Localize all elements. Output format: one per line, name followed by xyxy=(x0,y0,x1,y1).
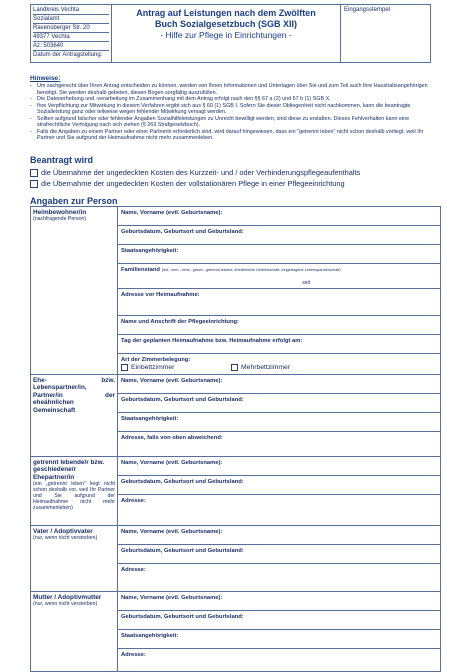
form-title-line2: Buch Sozialgesetzbuch (SGB XII) xyxy=(154,19,298,29)
form-subtitle: - Hilfe zur Pflege in Einrichtungen - xyxy=(160,30,292,40)
resident-address-field[interactable]: Adresse vor Heimaufnahme: xyxy=(118,289,440,316)
room-option-multi[interactable]: Mehrbettzimmer xyxy=(231,364,341,371)
resident-name-field[interactable]: Name, Vorname (evtl. Geburtsname): xyxy=(118,207,440,226)
resident-fields xyxy=(118,207,440,374)
resident-label-cell xyxy=(31,207,118,374)
mother-fields xyxy=(118,592,440,671)
father-name-field[interactable]: Name, Vorname (evtl. Geburtsname): xyxy=(118,526,440,545)
father-address-field[interactable]: Adresse: xyxy=(121,567,146,573)
mother-sublabel: (nur, wenn nicht verstorben) xyxy=(33,601,98,608)
application-date-label: Datum der Antragstellung: xyxy=(33,52,103,58)
hint-item: - Ihre Verpflichtung zur Mitwirkung in diesem Verfahren ergibt sich aus § 60 (1) SGB I. Sofern Sie dieser Obliegenheit nicht nachkommen, kann die beantragte Sozialleistung ganz oder teilweise wegen fehlender Mitwirkung versagt werden. xyxy=(30,103,442,116)
hints-title: Hinweise: xyxy=(30,75,61,82)
hint-item: - Sollten aufgrund falscher oder fehlender Angaben Sozialhilfeleistungen zu Unrecht bewilligt werden, sind diese zu erstatten. Dieses Fehlverhalten kann eine strafrechtliche Verfolgung nach sich ziehen (§ 263 Strafgesetzbuch). xyxy=(30,116,442,129)
partner-nationality-field[interactable]: Staatsangehörigkeit: xyxy=(118,413,440,432)
separated-spouse-name-field[interactable]: Name, Vorname (evtl. Geburtsname): xyxy=(118,457,440,476)
separated-spouse-block xyxy=(31,457,440,526)
separated-spouse-fields xyxy=(118,457,440,525)
separated-spouse-label: getrennt lebende/r bzw. geschiedene/r Ehepartner/in xyxy=(33,459,105,481)
requested-heading: Beantragt wird xyxy=(30,155,94,165)
authority-city: 49377 Vechta xyxy=(33,33,109,42)
resident-sublabel: (nachfragende Person) xyxy=(33,216,87,223)
receipt-stamp-label: Eingangsstempel xyxy=(344,7,391,13)
hint-item: - Die Datenerhebung und -verarbeitung im Zusammenhang mit dem Antrag erfolgt nach den §§ 67 a (2) und 67 b (1) SGB X. xyxy=(30,96,442,103)
request-option-label: die Übernahme der ungedeckten Kosten der vollstationären Pflege in einer Pflegeeinrichtung xyxy=(41,179,345,188)
resident-admission-date-field[interactable]: Tag der geplanten Heimaufnahme bzw. Heimaufnahme erfolgt am: xyxy=(118,335,440,354)
partner-label-cell xyxy=(31,375,118,456)
authority-street: Ravensberger Str. 20 xyxy=(33,24,109,33)
authority-name: Landkreis Vechta xyxy=(33,6,109,15)
request-option-short-term[interactable] xyxy=(30,168,360,177)
hints-list xyxy=(30,83,442,142)
form-header xyxy=(30,4,431,63)
request-option-full-inpatient[interactable] xyxy=(30,179,345,188)
father-label: Vater / Adoptivvater xyxy=(33,528,93,535)
receipt-stamp-box xyxy=(340,4,431,63)
partner-address-field[interactable]: Adresse, falls von oben abweichend: xyxy=(121,435,223,441)
resident-room-type-field: Art der Zimmerbelegung: Einbettzimmer Mehrbettzimmer xyxy=(118,354,440,374)
family-status-options: (led., verh., verw., gesch., getrennt lebend, eheähnliche Gemeinschaft, eingetragene Lebenspartnerschaft) xyxy=(161,268,341,272)
partner-label: Ehe- bzw. Lebenspartner/in, Partner/in der eheähnlichen Gemeinschaft xyxy=(33,377,115,414)
separated-spouse-birth-field[interactable]: Geburtsdatum, Geburtsort und Geburtsland: xyxy=(118,476,440,495)
father-block xyxy=(31,526,440,592)
persons-form-table xyxy=(30,206,441,672)
father-sublabel: (nur, wenn nicht verstorben) xyxy=(33,535,98,542)
mother-label-cell xyxy=(31,592,118,671)
resident-block xyxy=(31,207,440,375)
separated-spouse-address-field[interactable]: Adresse: xyxy=(121,498,146,504)
partner-birth-field[interactable]: Geburtsdatum, Geburtsort und Geburtsland: xyxy=(118,394,440,413)
separated-spouse-label-cell xyxy=(31,457,118,525)
partner-fields xyxy=(118,375,440,456)
mother-block xyxy=(31,592,440,671)
hint-item: - Um sachgerecht über Ihren Antrag entscheiden zu können, werden von Ihnen Informationen und Unterlagen über Sie und zum Teil auch Ihre Haushaltsangehörigen benötigt. Sie werden deshalb gebeten, diesen Bogen sorgfältig auszufüllen. xyxy=(30,83,442,96)
form-title-line1: Antrag auf Leistungen nach dem Zwölften xyxy=(136,8,316,18)
authority-address-box xyxy=(30,4,112,63)
persons-heading: Angaben zur Person xyxy=(30,196,118,206)
resident-nationality-field[interactable]: Staatsangehörigkeit: xyxy=(118,245,440,264)
separated-spouse-sublabel: (ein „getrennt leben" liegt nicht schon deshalb vor, weil Ihr Partner und Sie aufgrund der Heimaufnahme nicht mehr zusammenleben) xyxy=(33,481,115,512)
file-reference: Az: 503640 xyxy=(33,42,109,51)
form-title-box xyxy=(112,4,340,63)
father-fields xyxy=(118,526,440,591)
partner-block xyxy=(31,375,440,457)
resident-label: Heimbewohner/in xyxy=(33,209,87,216)
resident-birth-field[interactable]: Geburtsdatum, Geburtsort und Geburtsland: xyxy=(118,226,440,245)
mother-name-field[interactable]: Name, Vorname (evtl. Geburtsname): xyxy=(118,592,440,611)
father-label-cell xyxy=(31,526,118,591)
checkbox-multi-bed-room[interactable] xyxy=(231,364,238,371)
mother-birth-field[interactable]: Geburtsdatum, Geburtsort und Geburtsland: xyxy=(118,611,440,630)
checkbox-single-room[interactable] xyxy=(121,364,128,371)
checkbox-full-inpatient-care[interactable] xyxy=(30,180,38,188)
request-option-label: die Übernahme der ungedeckten Kosten des Kurzzeit- und / oder Verhinderungspflegeaufenthalts xyxy=(41,168,361,177)
mother-label: Mutter / Adoptivmutter xyxy=(33,594,102,601)
room-type-options xyxy=(121,364,437,371)
partner-name-field[interactable]: Name, Vorname (evtl. Geburtsname): xyxy=(118,375,440,394)
resident-facility-field[interactable]: Name und Anschrift der Pflegeeinrichtung: xyxy=(118,316,440,335)
family-status-since-label: seit xyxy=(302,280,310,286)
father-birth-field[interactable]: Geburtsdatum, Geburtsort und Geburtsland: xyxy=(118,545,440,564)
mother-nationality-field[interactable]: Staatsangehörigkeit: xyxy=(118,630,440,649)
hint-item: - Falls die Angaben zu einem Partner oder einer Partnerin erforderlich sind, wird darauf hingewiesen, dass ein "getrennt leben" nicht schon deshalb vorliegt, weil Ihr Partner und Sie aufgrund der Heimaufnahme nicht mehr zusammenleben. xyxy=(30,129,442,142)
checkbox-short-term-care[interactable] xyxy=(30,169,38,177)
authority-department: Sozialamt xyxy=(33,15,109,24)
mother-address-field[interactable]: Adresse: xyxy=(121,652,146,658)
resident-family-status-field[interactable]: Familienstand (led., verh., verw., gesch., getrennt lebend, eheähnliche Gemeinschaft, eingetragene Lebenspartnerschaft) seit xyxy=(118,264,440,289)
room-option-single[interactable]: Einbettzimmer xyxy=(121,364,231,371)
